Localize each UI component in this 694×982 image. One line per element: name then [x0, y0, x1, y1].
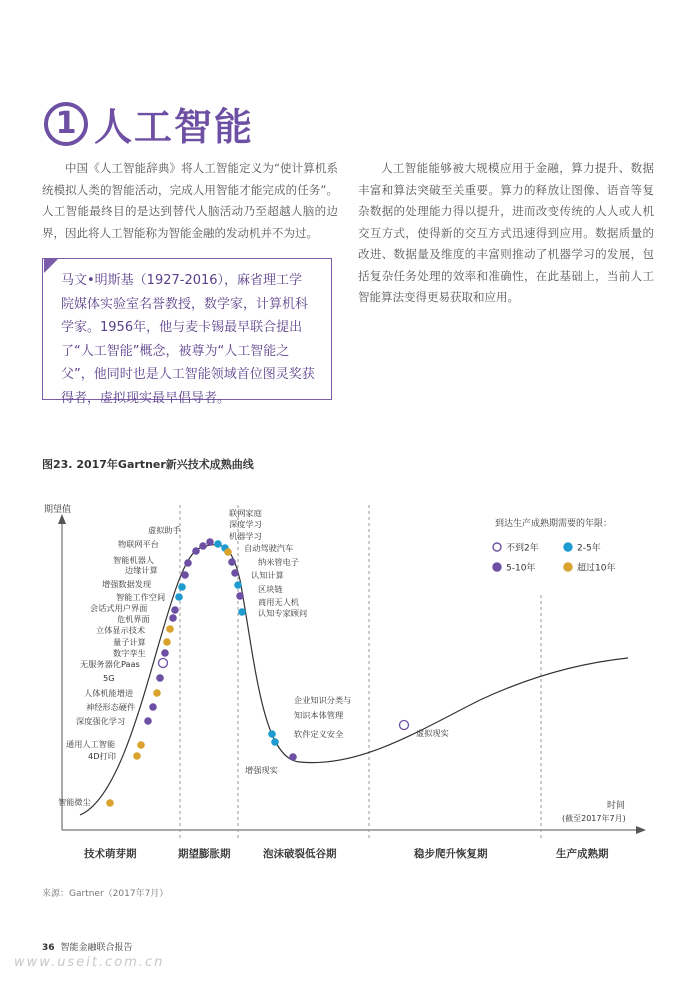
chart-point: [172, 607, 179, 614]
point-label: 4D打印: [88, 751, 116, 761]
point-label: 5G: [103, 673, 115, 683]
point-label: 机器学习: [229, 531, 262, 541]
point-label: 自动驾驶汽车: [244, 543, 294, 553]
legend-title: 到达生产成熟期需要的年限：: [495, 519, 613, 529]
chart-point: [157, 675, 164, 682]
chart-point: [237, 593, 244, 600]
page-footer: [42, 940, 133, 953]
point-label: 虚拟现实: [416, 728, 449, 738]
point-label: 增强现实: [245, 765, 278, 775]
chart-point: [215, 541, 222, 548]
legend-label: 超过10年: [577, 563, 616, 574]
chart-point: [167, 626, 174, 633]
point-label: 智能工作空间: [116, 592, 166, 602]
chart-point: [170, 615, 177, 622]
source-note: 来源：Gartner（2017年7月）: [42, 889, 169, 899]
point-label: 认知专家顾问: [258, 608, 308, 618]
point-label: 软件定义安全: [294, 729, 344, 739]
phase-label-plateau: 生产成熟期: [556, 848, 609, 860]
point-label: 智能微尘: [58, 797, 91, 807]
legend-marker: [493, 543, 501, 551]
quote-text: 马文•明斯基（1927-2016），麻省理工学院媒体实验室名誉教授，数学家，计算机科学家。1956年，他与麦卡锡最早联合提出了“人工智能”概念，被尊为“人工智能之父”，他同时也是人工智能领域首位图灵奖获得者，虚拟现实最早倡导者。: [61, 273, 315, 406]
chart-point: [185, 560, 192, 567]
point-label: 深度学习: [229, 519, 262, 529]
chart-point: [239, 609, 246, 616]
chart-point: [179, 584, 186, 591]
chart-point: [269, 731, 276, 738]
point-label: 企业知识分类与: [294, 695, 352, 705]
watermark: www.useit.com.cn: [14, 955, 165, 970]
point-label: 认知计算: [251, 570, 284, 580]
chart-point: [225, 549, 232, 556]
chart-point: [138, 742, 145, 749]
section-number-badge: 1: [44, 102, 88, 146]
chart-point: [145, 718, 152, 725]
y-axis-label: 期望值: [44, 505, 72, 515]
chart-point: [232, 570, 239, 577]
chart-point: [400, 721, 409, 730]
left-paragraph: 中国《人工智能辞典》将人工智能定义为“使计算机系统模拟人类的智能活动，完成人用智能才能完成的任务”。人工智能最终目的是达到替代人脑活动乃至超越人脑的边界，因此将人工智能称为智能金融的发动机并不为过。: [42, 161, 338, 240]
point-label: 边缘计算: [125, 565, 158, 575]
point-label: 深度强化学习: [76, 716, 126, 726]
point-label: 物联网平台: [118, 539, 159, 549]
legend-marker: [564, 543, 572, 551]
legend-label: 5-10年: [506, 563, 536, 574]
legend-marker: [564, 563, 572, 571]
point-label: 增强数据发现: [102, 579, 152, 589]
x-axis-label: 时间: [607, 801, 626, 811]
footer-text: 智能金融联合报告: [60, 943, 133, 953]
phase-label-peak: 期望膨胀期: [178, 848, 231, 860]
x-axis-note: (截至2017年7月): [562, 814, 626, 823]
chart-point: [159, 659, 168, 668]
point-label: 智能机器人: [113, 555, 154, 565]
chart-point: [164, 639, 171, 646]
point-label: 数字孪生: [113, 648, 146, 658]
page-number: 36: [42, 943, 55, 953]
chart-point: [200, 543, 207, 550]
legend-label: 2-5年: [577, 543, 601, 554]
section-title: 人工智能: [94, 105, 255, 149]
point-label: 知识本体管理: [294, 710, 344, 720]
point-label: 人体机能增进: [84, 688, 134, 698]
figure-title: 图23. 2017年Gartner新兴技术成熟曲线: [42, 458, 254, 471]
legend: [493, 542, 615, 574]
point-label: 无服务器化Paas: [80, 659, 140, 669]
point-label: 神经形态硬件: [86, 702, 136, 712]
point-label: 通用人工智能: [66, 739, 116, 749]
chart-point: [182, 572, 189, 579]
chart-point: [290, 754, 297, 761]
point-label: 立体显示技术: [96, 625, 146, 635]
chart-point: [154, 690, 161, 697]
point-label: 商用无人机: [258, 597, 299, 607]
phase-label-slope: 稳步爬升恢复期: [414, 848, 488, 860]
legend-label: 不到2年: [506, 543, 539, 554]
point-label: 量子计算: [113, 637, 146, 647]
phase-label-trough: 泡沫破裂低谷期: [263, 848, 337, 860]
chart-point: [272, 739, 279, 746]
chart-point: [107, 800, 114, 807]
right-paragraph: 人工智能能够被大规模应用于金融，算力提升、数据丰富和算法突破至关重要。算力的释放让图像、语音等复杂数据的处理能力得以提升，进而改变传统的人人或人机交互方式，使得新的交互方式迅速得到应用。数据质量的改进、数据量及维度的丰富则推动了机器学习的发展，包括复杂任务处理的效率和准确性，在此基础上，当前人工智能算法变得更易获取和应用。: [358, 161, 654, 304]
point-label: 会话式用户界面: [90, 603, 148, 613]
point-label: 联网家庭: [229, 508, 262, 518]
chart-point: [150, 704, 157, 711]
legend-marker: [493, 563, 501, 571]
chart-point: [207, 539, 214, 546]
chart-point: [235, 582, 242, 589]
point-label: 区块链: [258, 584, 283, 594]
point-label: 危机界面: [117, 614, 150, 624]
x-axis-arrow: [636, 826, 646, 834]
chart-point: [193, 548, 200, 555]
point-label: 纳米管电子: [258, 557, 299, 567]
chart-point: [134, 753, 141, 760]
chart-point: [162, 650, 169, 657]
point-label: 虚拟助手: [148, 525, 181, 535]
phase-label-trigger: 技术萌芽期: [84, 848, 137, 860]
chart-point: [229, 559, 236, 566]
y-axis-arrow: [58, 514, 66, 524]
chart-point: [176, 594, 183, 601]
